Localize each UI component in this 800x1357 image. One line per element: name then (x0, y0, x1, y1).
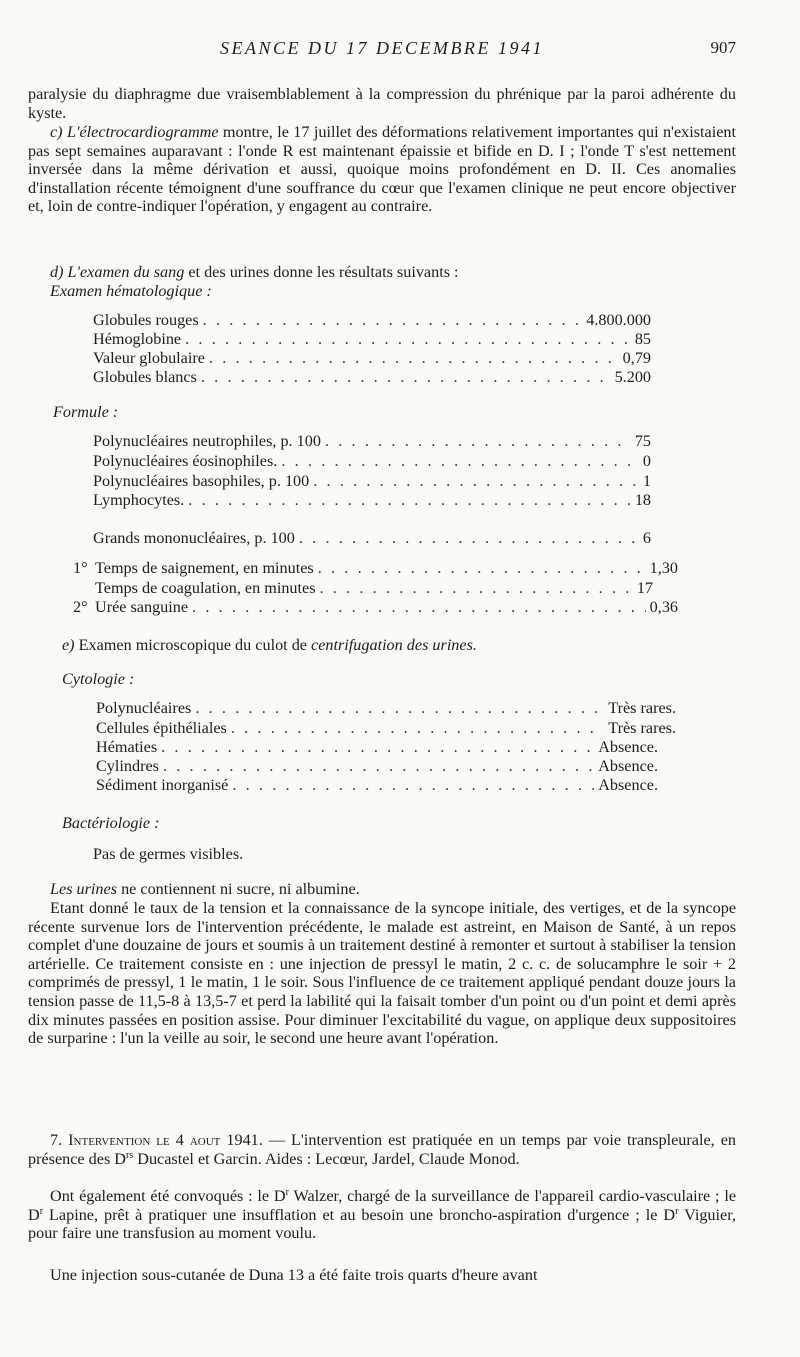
row-label: Valeur globulaire (93, 349, 205, 367)
table-row (93, 529, 651, 549)
paragraph-section-7 (28, 1131, 736, 1168)
row-value: 18 (634, 491, 651, 509)
row-label: Sédiment inorganisé (96, 776, 229, 794)
list-number: 2° (73, 598, 88, 616)
table-row (93, 330, 651, 350)
row-label: Polynucléaires éosinophiles. (93, 452, 278, 470)
convoques-text-3: Lapine, prêt à pratiquer une insufflation et au besoin une broncho-aspiration d'urgence ; le D (43, 1205, 676, 1224)
table-row (95, 598, 678, 618)
row-value: 17 (636, 579, 653, 597)
row-label: Grands mononucléaires, p. 100 (93, 529, 295, 547)
row-label: Polynucléaires basophiles, p. 100 (93, 472, 310, 490)
section-7-heading: Intervention le 4 aout 1941. (68, 1131, 263, 1149)
convoques-text-2: Walzer, chargé de la surveillance de l'appareil cardio-vasculaire ; le D (28, 1187, 736, 1224)
table-row (96, 776, 658, 796)
row-value: 4.800.000 (586, 311, 651, 329)
section-7-sup: rs (125, 1149, 134, 1161)
paragraph-convoques (28, 1187, 736, 1243)
bacteriologie-text: Pas de germes visibles. (93, 845, 244, 863)
row-value: 6 (642, 529, 651, 547)
paragraph-last: Une injection sous-cutanée de Duna 13 a été faite trois quarts d'heure avant (50, 1266, 538, 1284)
convoques-sup-3: r (675, 1205, 679, 1217)
row-value: 5.200 (614, 368, 651, 386)
row-value: Absence. (598, 757, 658, 775)
section-e-italic: centrifugation des urines. (311, 636, 477, 654)
row-value: 0,36 (649, 598, 678, 616)
header-title: SEANCE DU 17 DECEMBRE 1941 (220, 38, 544, 58)
row-value: 0 (642, 452, 651, 470)
section-d-title: L'examen du sang (67, 263, 185, 281)
paragraph-urines (50, 880, 736, 899)
section-d-text: et des urines donne les résultats suivants : (184, 263, 459, 281)
urines-text: ne contiennent ni sucre, ni albumine. (117, 880, 360, 898)
section-c-marker: c) (50, 123, 63, 141)
table-row (96, 719, 676, 739)
convoques-text-1: Ont également été convoqués : le D (50, 1187, 286, 1205)
row-label: Hématies (96, 738, 158, 756)
table-row (93, 491, 651, 511)
convoques-sup-2: r (39, 1205, 44, 1217)
paragraph-section-d (28, 263, 736, 282)
table-row (93, 452, 651, 472)
table-row (95, 559, 678, 579)
paragraph-intro: paralysie du diaphragme due vraisemblablement à la compression du phrénique par la paroi adhérente du kyste. (28, 85, 736, 122)
row-label: Cellules épithéliales (96, 719, 227, 737)
row-value: 1,30 (649, 559, 678, 577)
table-row (95, 579, 653, 599)
section-7-text-a: — L'intervention est pratiquée en un temps par voie transpleurale, en présence des D (28, 1131, 736, 1168)
bacteriologie-label: Bactériologie : (62, 814, 160, 832)
section-7-text-b: Ducastel et Garcin. Aides : Lecœur, Jardel, Claude Monod. (133, 1149, 520, 1168)
section-c-text: montre, le 17 juillet des déformations relativement importantes qui n'existaient pas sept semaines auparavant : l'onde R est maintenant épaissie et bifide en D. I ; l'onde T s'est nettement inversée dans la même dérivation et aussi, quoique moins profondément en D. II. Ces anomalies d'installation récente témoignent d'une souffrance du cœur que l'examen clinique ne peut encore objectiver et, loin de contre-indiquer l'opération, y engagent au contraire. (28, 123, 737, 216)
row-value: Absence. (598, 738, 658, 756)
table-row (93, 349, 651, 369)
section-e-text: Examen microscopique du culot de (78, 636, 312, 654)
row-value: 75 (634, 432, 651, 450)
row-value: 85 (634, 330, 651, 348)
hemato-label: Examen hématologique : (50, 282, 212, 300)
row-value: Très rares. (608, 719, 676, 737)
paragraph-etant-donne: Etant donné le taux de la tension et la connaissance de la syncope initiale, des vertiges, et de la syncope récente survenue lors de l'intervention précédente, le malade est astreint, en Maison de Santé, à un repos complet d'une douzaine de jours et soumis à un traitement destiné à remonter et surtout à stabiliser la tension artérielle. Ce traitement consiste en : une injection de pressyl le matin, 2 c. c. de solucamphre le soir + 2 comprimés de pressyl, 1 le matin, 1 le soir. Sous l'influence de ce traitement appliqué pendant douze jours la tension passe de 11,5-8 à 13,5-7 et perd la labilité qui la faisait tomber d'un point ou d'un point et demi après dix minutes passées en position assise. Pour diminuer l'excitabilité du vague, on applique deux suppositoires de surparine : l'un la veille au soir, le second une heure avant l'opération. (28, 899, 736, 1048)
row-label: Lymphocytes. (93, 491, 185, 509)
table-row (93, 472, 651, 492)
formule-label: Formule : (53, 403, 119, 421)
section-7-number: 7. (50, 1131, 69, 1149)
section-e-marker: e) (62, 636, 75, 654)
row-value: 0,79 (622, 349, 651, 367)
paragraph-section-c (28, 123, 736, 216)
row-value: Très rares. (608, 699, 676, 717)
row-label: Temps de coagulation, en minutes (95, 579, 316, 597)
table-row (93, 311, 651, 331)
running-header (28, 38, 736, 62)
table-row (96, 757, 658, 777)
convoques-sup-1: r (285, 1187, 289, 1198)
cytologie-label: Cytologie : (62, 670, 135, 688)
row-label: Temps de saignement, en minutes (95, 559, 314, 577)
row-value: 1 (642, 472, 651, 490)
row-label: Globules rouges (93, 311, 199, 329)
row-label: Urée sanguine (95, 598, 189, 616)
table-row (93, 368, 651, 388)
urines-italic: Les urines (50, 880, 118, 898)
page-number: 907 (710, 38, 736, 57)
row-value: Absence. (598, 776, 658, 794)
row-label: Hémoglobine (93, 330, 182, 348)
row-label: Globules blancs (93, 368, 197, 386)
row-label: Cylindres (96, 757, 159, 775)
list-number: 1° (73, 559, 88, 577)
section-c-title: L'électrocardiogramme (66, 123, 219, 141)
table-row (96, 699, 676, 719)
row-label: Polynucléaires (96, 699, 192, 717)
table-row (93, 432, 651, 452)
paragraph-section-e (62, 636, 742, 655)
table-row (96, 738, 658, 758)
section-d-marker: d) (50, 263, 64, 281)
row-label: Polynucléaires neutrophiles, p. 100 (93, 432, 321, 450)
convoques-text-4: Viguier, pour faire une transfusion au moment voulu. (28, 1205, 736, 1243)
